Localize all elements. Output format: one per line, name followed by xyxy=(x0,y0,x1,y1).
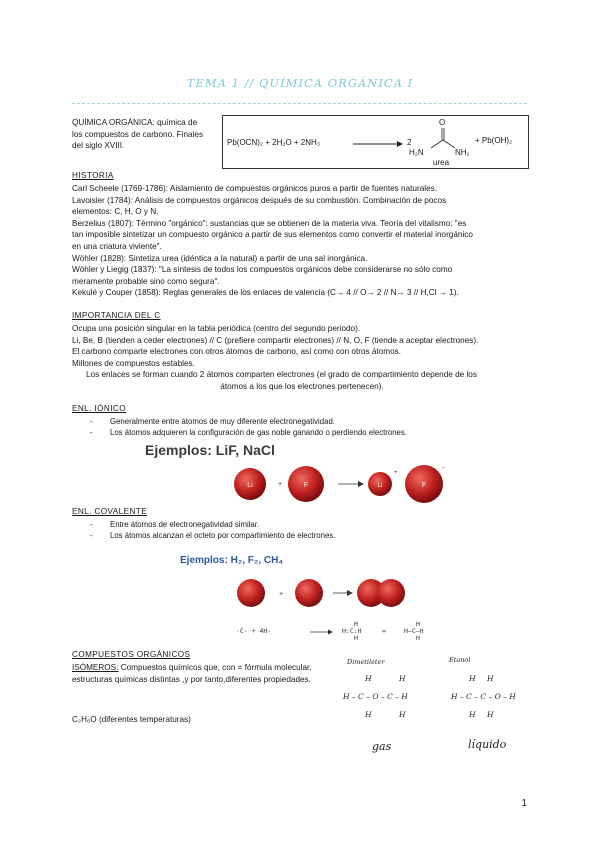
atom-b xyxy=(295,579,323,607)
isomeros-text: Compuestos químicos que, con = fórmula molecular, xyxy=(120,663,312,672)
dimethyl-ether-state: gas xyxy=(372,740,392,753)
historia-body xyxy=(72,183,532,299)
urea-nh2: NH₂ xyxy=(455,148,470,157)
li-ion-label: Li xyxy=(377,483,383,489)
historia-line: meramente probable sino como segura". xyxy=(72,276,220,286)
lewis-reactants: ·Ċ· + 4H· xyxy=(236,627,272,635)
cov-plus: + xyxy=(279,591,284,598)
importancia-line: Ocupa una posición singular en la tabla periódica (centro del segundo periodo). xyxy=(72,324,361,333)
isomeros-line2: estructuras químicas distintas ,y por tanto,diferentes propiedades. xyxy=(72,674,311,684)
definition-line: QUÍMICA ORGÁNICA: química de xyxy=(72,118,198,127)
urea-h2n: H₂N xyxy=(409,148,424,157)
molecule-atom-b xyxy=(377,579,405,607)
formula-c2h6o: C₂H₆O (diferentes temperaturas) xyxy=(72,715,191,724)
urea-label: urea xyxy=(433,158,450,167)
covalente-heading: ENL. COVALENTE xyxy=(72,507,148,516)
covalente-bullet: Entre átomos de electronegatividad similar. xyxy=(110,520,260,529)
ionico-bullets: - Generalmente entre átomos de muy diferente electronegatividad. - Los átomos adquieren la configuración de gas noble ganando o perdiendo electrones. xyxy=(90,417,407,438)
importancia-body xyxy=(72,323,532,393)
ethanol-sketch: Etanol H H H – C – C – O – H H H xyxy=(449,656,516,719)
historia-line: Carl Scheele (1769-1786): Aislamiento de compuestos orgánicos puros a partir de fuentes naturales. xyxy=(72,184,438,193)
ionico-bullet: Generalmente entre átomos de muy diferente electronegatividad. xyxy=(110,417,335,426)
li-ion-charge: + xyxy=(394,470,398,476)
f-label: F xyxy=(303,482,309,489)
lewis-structures: ·Ċ· + 4H· H H:C:H H = H H–C–H H xyxy=(236,620,424,642)
historia-line: Lavoisier (1784): Análisis de compuestos orgánicos después de su combustión. Combinación de pocos xyxy=(72,195,447,205)
dimethyl-ether-title: Dimetileter xyxy=(347,658,385,666)
definition xyxy=(72,117,222,152)
historia-line: en una criatura viviente". xyxy=(72,241,162,251)
li-label: Li xyxy=(247,482,253,489)
ionico-bullet: Los átomos adquieren la configuración de gas noble ganando o perdiendo electrones. xyxy=(110,428,407,438)
urea-oxygen: O xyxy=(439,118,446,127)
compuestos-heading: COMPUESTOS ORGÁNICOS xyxy=(72,650,191,659)
definition-line: los compuestos de carbono. Finales xyxy=(72,129,204,139)
historia-line: Berzelius (1807): Término "orgánico": sustancias que se obtienen de la materia viva. Teoría del vitalismo: "es xyxy=(72,218,467,228)
ethanol-title: Etanol xyxy=(449,656,471,664)
equation-reactants: Pb(OCN)₂ + 2H₂O + 2NH₃ xyxy=(227,138,321,147)
covalente-bullet: Los átomos alcanzan el octeto por compartimiento de electrones. xyxy=(110,531,336,541)
importancia-line: El carbono comparte electrones con otros átomos de carbono, así como con otros átomos. xyxy=(72,347,402,357)
isomeros-label: ISÓMEROS: xyxy=(72,663,119,672)
urea-equation-figure xyxy=(222,115,529,169)
isomeros-definition xyxy=(72,662,352,685)
historia-line: elementos: C, H, O y N. xyxy=(72,207,159,217)
historia-line: Wöhler (1828): Sintetiza urea (idéntica a la natural) a partir de una sal inorgánica. xyxy=(72,253,368,263)
cov-arrow xyxy=(347,590,353,596)
plus-sign: + xyxy=(278,481,283,488)
equation-products: + Pb(OH)₂ xyxy=(475,136,513,145)
lewis-equals: = xyxy=(382,627,386,635)
definition-line: del siglo XVIII. xyxy=(72,141,125,151)
title-divider xyxy=(72,103,527,104)
reaction-arrow xyxy=(353,140,403,148)
historia-line: tan imposible sintetizar un compuesto orgánico a partir de sus elementos como convertir el material inorgánico xyxy=(72,230,473,240)
f-ion-label: F xyxy=(421,482,427,489)
ethanol-structure: H – C – C – O – H xyxy=(451,692,516,701)
importancia-line: Millones de compuestos estables. xyxy=(72,358,195,368)
importancia-line: átomos a los que los electrones pertenecen). xyxy=(220,381,384,391)
covalent-bond-diagram xyxy=(235,577,415,609)
dimethyl-ether-structure: H – C – O – C – H xyxy=(343,692,408,701)
atom-a xyxy=(237,579,265,607)
importancia-line: Li, Be, B (tienden a ceder electrones) // C (prefiere compartir electrones) // N, O, F (tiende a aceptar electrones). xyxy=(72,335,479,345)
historia-line: Kekulé y Couper (1858): Reglas generales de los enlaces de valencia (C→ 4 // O→ 2 // N→ 3 // H,Cl → 1). xyxy=(72,288,459,298)
historia-heading: HISTORIA xyxy=(72,171,114,180)
lewis-line-structure: H–C–H xyxy=(404,627,424,635)
ethanol-state: líquido xyxy=(468,738,507,751)
ionic-bond-diagram xyxy=(230,462,450,508)
importancia-heading: IMPORTANCIA DEL C xyxy=(72,311,161,320)
ionico-heading: ENL. IÓNICO xyxy=(72,404,126,413)
ionico-example-title: Ejemplos: LiF, NaCl xyxy=(145,442,275,458)
covalente-example-title: Ejemplos: H₂, F₂, CH₄ xyxy=(180,555,284,566)
lewis-dot-structure: H:C:H xyxy=(342,627,362,635)
page-number: 1 xyxy=(521,798,527,809)
page-title: TEMA 1 // QUÍMICA ORGÁNICA I xyxy=(186,76,414,90)
importancia-line: Los enlaces se forman cuando 2 átomos comparten electrones (el grado de compartimiento depende de los xyxy=(86,370,477,380)
equation-coefficient: 2 xyxy=(407,138,412,147)
covalente-bullets: - Entre átomos de electronegatividad similar. - Los átomos alcanzan el octeto por compartimiento de electrones. xyxy=(90,520,336,541)
dimethyl-ether-sketch: Dimetileter H H H – C – O – C – H H H xyxy=(343,658,408,719)
historia-line: Wöhler y Liegig (1837): "La síntesis de todos los compuestos orgánicos debe considerarse no sólo como xyxy=(72,265,453,275)
f-ion-charge: - xyxy=(442,465,445,472)
